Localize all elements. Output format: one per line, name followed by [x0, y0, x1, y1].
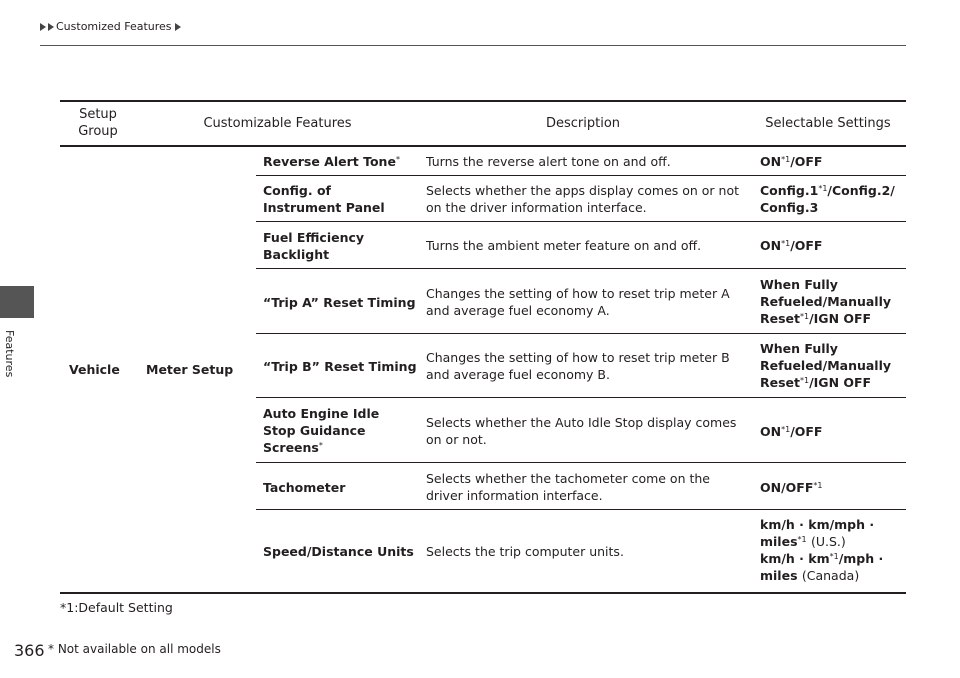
table-row-description: Changes the setting of how to reset trip meter B and average fuel economy B. [426, 350, 730, 382]
footnote: * Not available on all models [48, 642, 221, 656]
setup-group-vehicle: Vehicle [69, 362, 120, 377]
table-header-rule [60, 145, 906, 147]
breadcrumb-label: Customized Features [56, 20, 172, 33]
section-tab [0, 286, 34, 318]
default-setting-note: *1:Default Setting [60, 600, 173, 615]
row-divider [256, 333, 906, 334]
table-row-feature: Tachometer [263, 480, 346, 495]
header-divider [40, 45, 906, 46]
breadcrumb[interactable] [40, 20, 183, 33]
arrow-right-icon [48, 23, 54, 31]
row-divider [256, 462, 906, 463]
arrow-right-icon [175, 23, 181, 31]
table-row-settings: ON$^{*1}$/OFF [760, 154, 823, 169]
row-divider [256, 397, 906, 398]
table-row-description: Selects the trip computer units. [426, 544, 624, 559]
header-setup-group: Setup Group [78, 107, 118, 139]
row-divider [256, 221, 906, 222]
table-row-description: Turns the reverse alert tone on and off. [426, 154, 671, 169]
table-row-settings: ON$^{*1}$/OFF [760, 238, 823, 253]
table-row-description: Changes the setting of how to reset trip meter A and average fuel economy A. [426, 286, 730, 318]
table-row-feature: “Trip A” Reset Timing [263, 295, 416, 310]
table-row-feature: Reverse Alert Tone* [263, 154, 400, 169]
header-selectable-settings: Selectable Settings [765, 116, 891, 131]
table-row-description: Turns the ambient meter feature on and off. [426, 238, 702, 253]
table-row-settings: km/h · km/mph · miles$^{*1}$ (U.S.) $km/h \cdot km^{*1}$/mph · miles (Canada) [760, 517, 884, 583]
table-row-feature: Fuel Efficiency Backlight [263, 230, 365, 262]
table-row-feature: Config. of Instrument Panel [263, 183, 385, 215]
header-customizable-features: Customizable Features [203, 116, 352, 131]
row-divider [256, 268, 906, 269]
table-row-description: Selects whether the tachometer come on the driver information interface. [426, 471, 710, 503]
table-row-settings: ON/OFF$^{*1}$ [760, 480, 823, 495]
arrow-right-icon [40, 23, 46, 31]
setup-subgroup-meter: Meter Setup [146, 362, 234, 377]
row-divider [256, 175, 906, 176]
table-bottom-rule [60, 592, 906, 594]
table-row-feature: Speed/Distance Units [263, 544, 414, 559]
table-row-settings: ON$^{*1}$/OFF [760, 424, 823, 439]
header-description: Description [545, 116, 621, 131]
table-row-settings: When Fully Refueled/Manually Reset$^{*1}$/IGN OFF [760, 277, 892, 326]
table-row-description: Selects whether the apps display comes on or not on the driver information interface. [426, 183, 740, 215]
table-row-feature: “Trip B” Reset Timing [263, 359, 417, 374]
table-row-feature: Auto Engine Idle Stop Guidance Screens* [263, 406, 380, 455]
page-number: 366 [14, 641, 45, 660]
table-row-description: Selects whether the Auto Idle Stop display comes on or not. [426, 415, 737, 447]
section-tab-label: Features [3, 330, 16, 378]
row-divider [256, 509, 906, 510]
table-top-rule [60, 100, 906, 102]
table-row-settings: When Fully Refueled/Manually Reset$^{*1}$/IGN OFF [760, 341, 892, 390]
table-row-settings: Config.1$^{*1}$/Config.2/ Config.3 [760, 183, 895, 215]
